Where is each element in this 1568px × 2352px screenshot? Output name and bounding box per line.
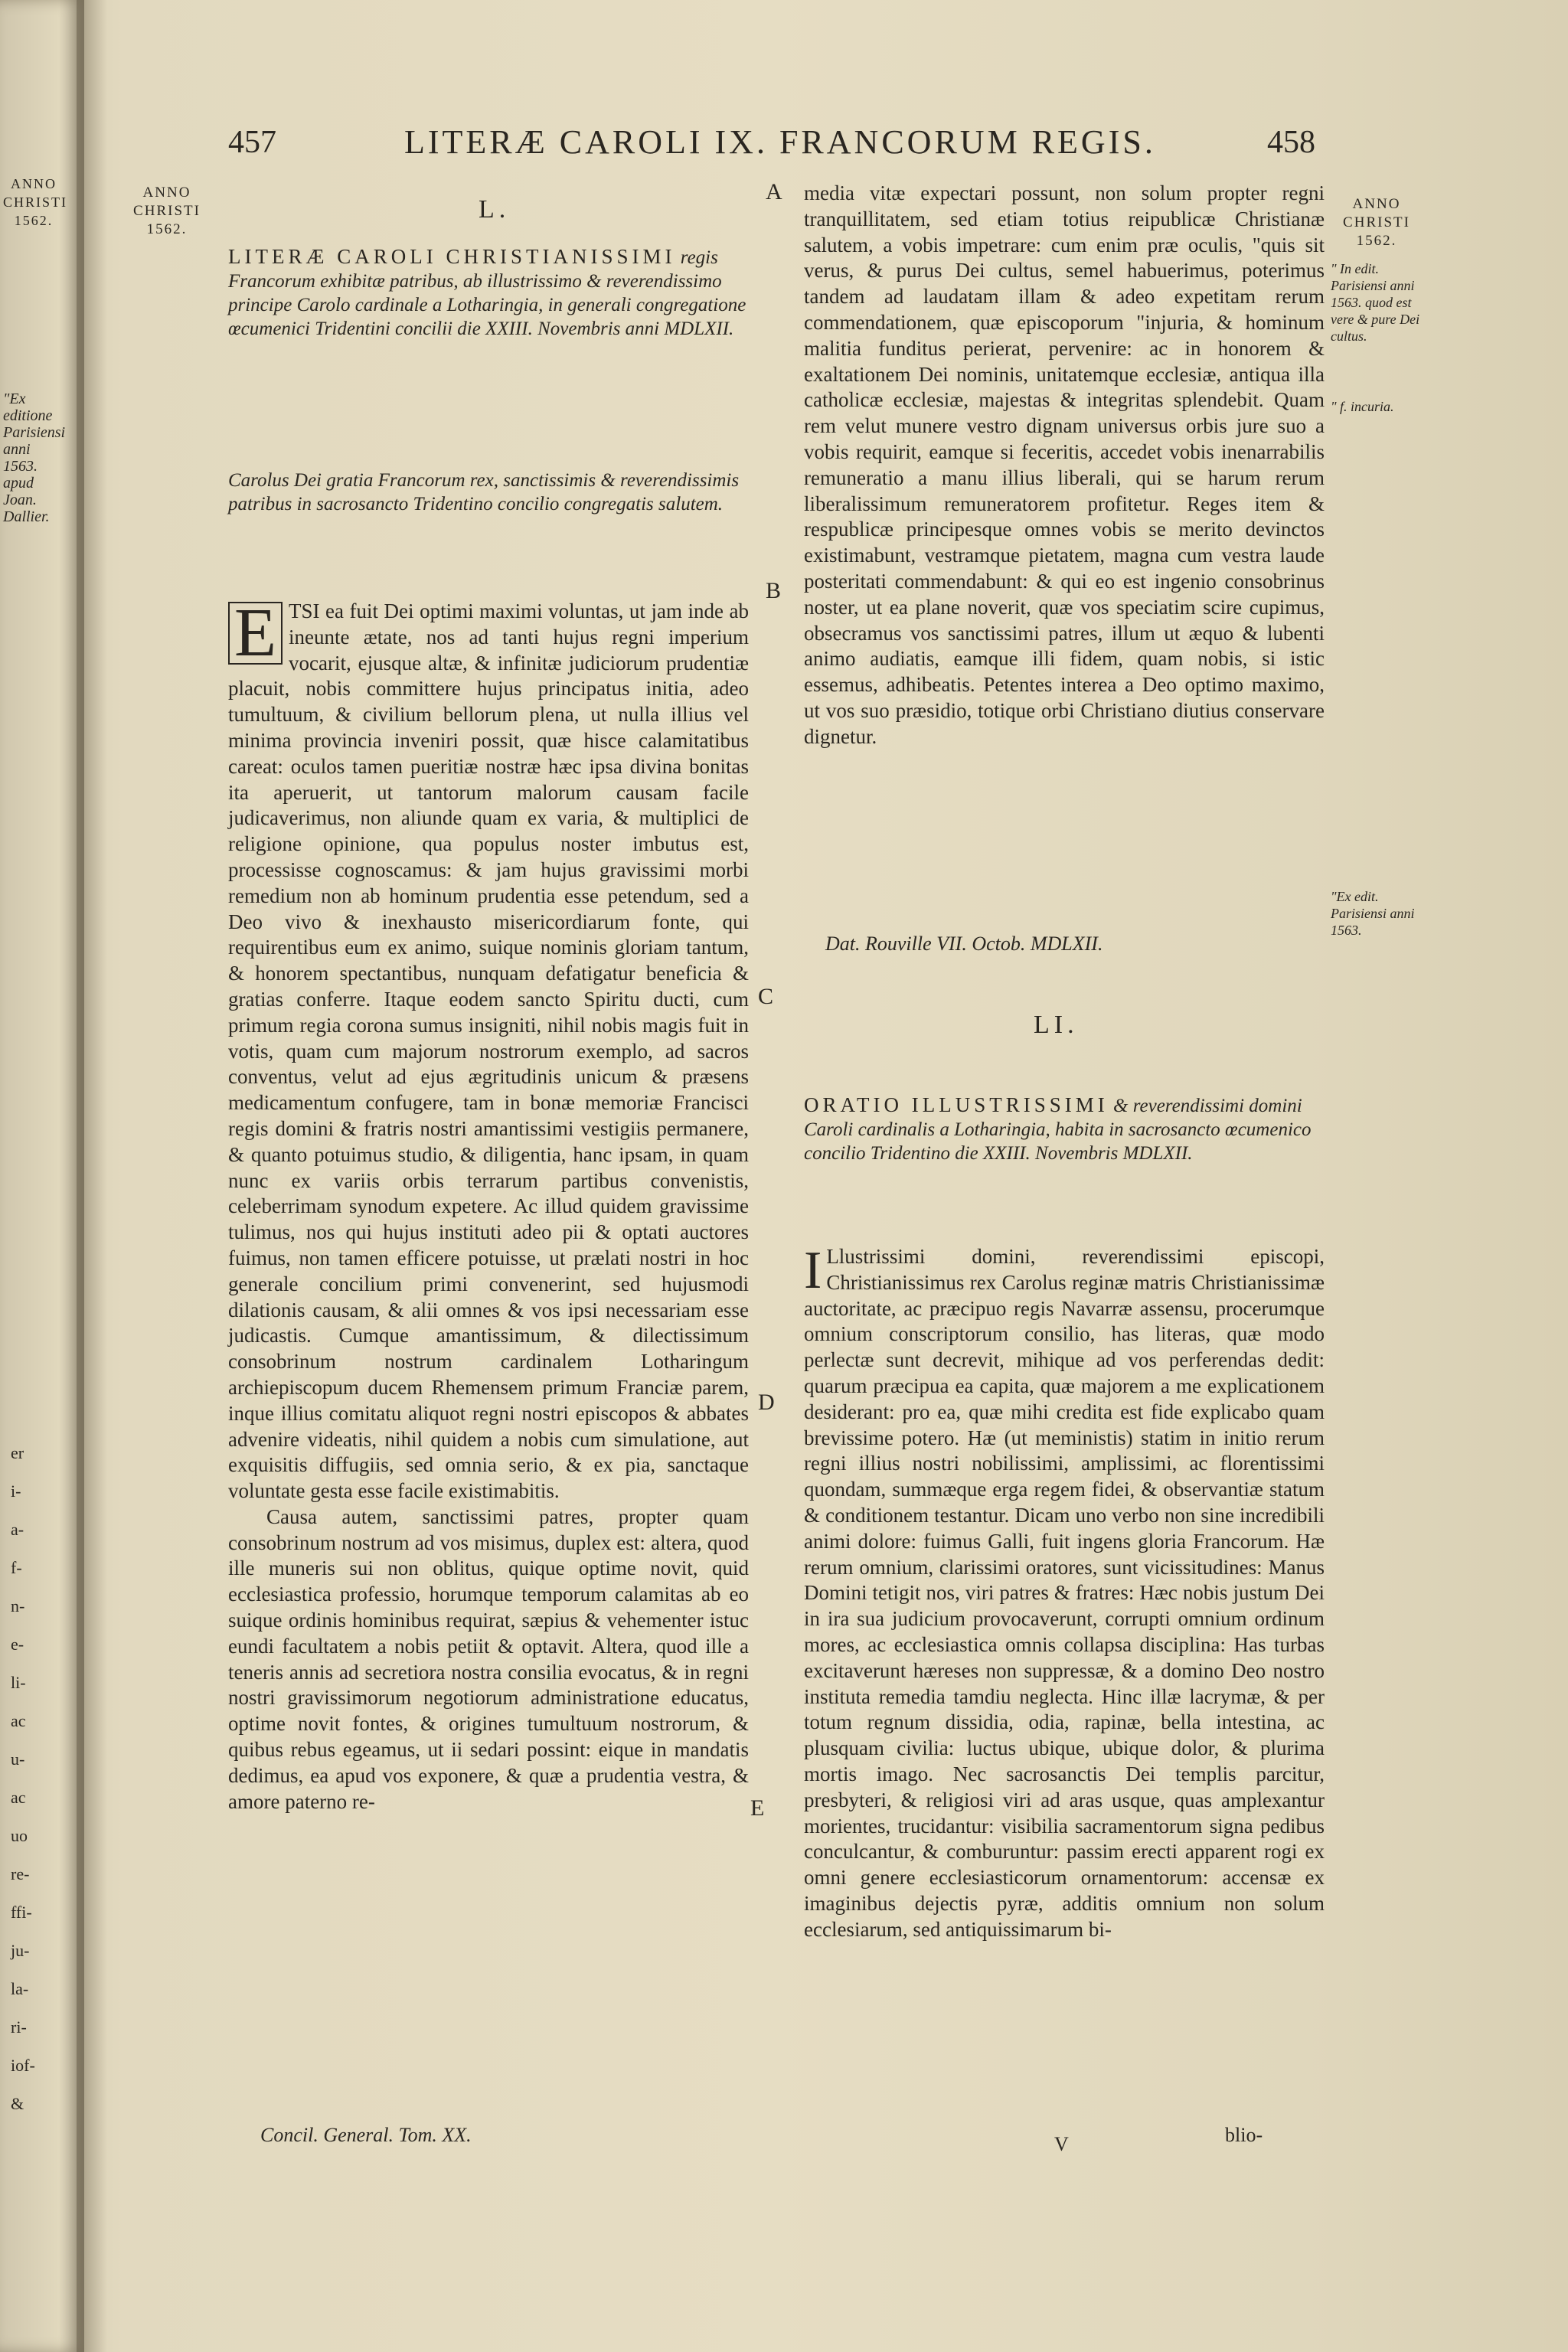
facing-page-fragment: re- <box>11 1864 30 1883</box>
section-li-title <box>804 1093 1325 1165</box>
facing-page-fragment: iof- <box>11 2056 35 2075</box>
facing-page-fragment: ac <box>11 1711 26 1730</box>
gutter-shadow <box>77 0 107 2352</box>
footer-signature-line: Concil. General. Tom. XX. <box>260 2124 472 2146</box>
letter-paragraph-1 <box>228 595 749 1504</box>
facing-page-fragment: & <box>11 2094 24 2113</box>
left-page-number: 457 <box>228 125 276 160</box>
column-marker-c: C <box>758 984 774 1009</box>
facing-page-fragment: ri- <box>11 2017 27 2037</box>
column-marker-b: B <box>766 578 782 603</box>
facing-page-fragment: ju- <box>11 1941 30 1960</box>
oration-paragraph <box>804 1241 1325 1943</box>
section-l-title-lead: LITERÆ CAROLI CHRISTIANISSIMI <box>228 245 676 268</box>
facing-page-fragment: li- <box>11 1673 26 1692</box>
right-page-number: 458 <box>1267 125 1315 160</box>
facing-page-anno: ANNO CHRISTI 1562. <box>3 176 68 228</box>
section-number-li: LI. <box>1034 1011 1079 1039</box>
catchword: blio- <box>1225 2124 1263 2146</box>
letter-paragraph-2 <box>228 1504 749 1815</box>
facing-page-fragment: e- <box>11 1635 24 1654</box>
facing-page-fragment: u- <box>11 1749 25 1769</box>
dropcap-e: E <box>228 602 283 665</box>
oration-text <box>804 1241 1325 1943</box>
section-l-title <box>228 245 749 341</box>
column-marker-d: D <box>758 1390 775 1415</box>
right-margin-anno: ANNO CHRISTI 1562. <box>1343 196 1410 249</box>
left-margin-anno: ANNO CHRISTI 1562. <box>133 185 201 237</box>
facing-page-fragment: n- <box>11 1596 25 1615</box>
dropcap-i: I <box>804 1241 822 1300</box>
facing-page-fragment: i- <box>11 1481 21 1501</box>
section-l-salutation: Carolus Dei gratia Francorum rex, sanctissimis & reverendissimis patribus in sacrosancto Tridentino concilio congregatis salutem. <box>228 470 740 514</box>
facing-page-fragment: ffi- <box>11 1903 32 1922</box>
running-title: LITERÆ CAROLI IX. FRANCORUM REGIS. <box>404 123 1156 161</box>
right-margin-note-2: " f. incuria. <box>1331 399 1394 414</box>
letter-body-1: TSI ea fuit Dei optimi maximi voluntas, ut jam inde ab ineunte ætate, nos ad tanti hujus regni imperium vocarit, ejusque altæ, & infinitæ judiciorum prudentiæ placuit, nobis committere hujus principatus initia, adeo tumultuum, & civilium bellorum plena, ut nulla illius vel minima provincia inveniri possit, quæ hisce calamitatibus careat: oculos tamen pueritiæ nostræ hæc ipsa divina bonitas ita aperuerit, ut tantorum malorum causam facile judicaverimus, non aliunde quam ex varia, & multiplici de religione opinione, qua populus noster imbutus est, processisse cognoscamus: & jam hujus gravissimi morbi remedium non ab hominum prudentia esse petendum, sed a Deo vivo & inexhausto misericordiarum fonte, qui requirentibus eum ex animo, suique nominis gloriam tantum, & honorem spectantibus, nunquam defatigatur beneficia & gratias conferre. Itaque eodem sancto Spiritu ducti, cum primum regia corona sumus insigniti, nihil nobis magis fuit in votis, quam cum majorum nostrorum exemplo, ad sacros conventus, velut ad ejus ægritudinis unicum & præsens medicamentum confugere, tam in bonæ memoriæ Francisci regis domini & fratris nostri amantissimi vestigiis permanere, & quanto potuimus studio, & diligentia, hanc ipsam, in quam nunc ex variis orbis terrarum partibus convenistis, celeberrimam synodum expetere. Ac illud quidem gravissime tulimus, nos qui hujus instituti adeo pii & optati auctores fuimus, non tamen efficere potuisse, ut prælati nostri in hoc generale concilium primi convenerint, sed hujusmodi dilationis causam, & alii omnes & vos ipsi necessariam esse judicastis. Cumque amantissimum, & dilectissimum consobrinum nostrum cardinalem Lotharingum archiepiscopum ducem Rhemensem primum Franciæ parem, inque illius comitatu aliquot regni nostri episcopos & abbates advenire videatis, nihil quidem a nobis cum simulatione, aut exquisitis diffugiis, sed omnia serio, & ex pia, sanctaque voluntate gesta esse facile existimabitis. <box>228 599 749 1503</box>
facing-page-fragment: f- <box>11 1558 22 1577</box>
facing-page-fragment: uo <box>11 1826 28 1845</box>
facing-page-edge <box>0 0 84 2352</box>
column-marker-e: E <box>750 1795 765 1821</box>
section-l-title-rest: regis Francorum exhibitæ patribus, ab illustrissimo & reverendissimo principe Carolo cardinale a Lotharingia, in generali congregatione œcumenici Tridentini concilii die XXIII. Novembris anni MDLXII. <box>228 247 746 339</box>
facing-page-fragment: la- <box>11 1979 29 1998</box>
right-column-letter-end <box>804 181 1325 750</box>
section-li-title-rest: & reverendissimi domini Caroli cardinalis a Lotharingia, habita in sacrosancto œcumenico concilio Tridentino die XXIII. Novembris MDLXII. <box>804 1096 1312 1164</box>
right-margin-note-1: " In edit. Parisiensi anni 1563. quod est vere & pure Dei cultus. <box>1331 261 1420 344</box>
column-marker-a: A <box>766 179 782 204</box>
section-li-title-lead: ORATIO ILLUSTRISSIMI <box>804 1093 1109 1116</box>
section-number-l: L. <box>479 195 511 224</box>
left-column-text <box>228 595 749 1815</box>
oration-body: Llustrissimi domini, reverendissimi episcopi, Christianissimus rex Carolus reginæ matris Christianissimæ auctoritate, ac præcipuo regis Navarræ assensu, procerumque omnium conscriptorum consilio, has literas, quæ modo perlectæ sunt decrevit, mihique ad vos perferendas dedit: quarum præcipua ea capita, quæ majorem a me explicationem desiderant: pro ea, quæ mihi credita est fide explicabo quam brevissime potero. Hæ (ut meministis) statim in initio rerum regni illius nostri nobilissimi, amplissimi, ac florentissimi quondam, summæque erga regem fidei, & observantiæ statum & conditionem testantur. Dicam uno verbo non sine incredibili animi dolore: fuimus Galli, fuit ingens gloria Francorum. Hæ rerum omnium, clarissimi oratores, sunt vicissitudines: Manus Domini tetigit nos, viri patres & fratres: Hæc nobis justum Dei in ira sua judicium provocaverunt, corrupti omnium ordinum mores, ac ecclesiastica omnis collapsa disciplina: Has turbas excitaverunt hæreses non suppressæ, & a domino Deo nostro instituta remedia tamdiu neglecta. Hinc illæ lacrymæ, & per totum regnum dissidia, odia, rapinæ, bella intestina, ac plusquam civilia: luctus ubique, ubique dolor, & plurima mortis imago. Nec sacrosanctis Dei templis parcitur, presbyteri, & religiosi viri ad aras usque, quas amplexantur morientes, trucidantur: visibilia sacramentorum signa pedibus conculcantur, & comburuntur: passim erecti apparent rogi ex omni genere ecclesiasticorum ornamentorum: accensæ ex imaginibus dejectis pyræ, additis omnium non solum ecclesiarum, sed antiquissimarum bi- <box>804 1245 1325 1941</box>
facing-page-note: "Ex editione Parisiensi anni 1563. apud Joan. Dallier. <box>3 390 66 525</box>
facing-page-fragment: a- <box>11 1520 24 1539</box>
signature-mark: V <box>1054 2133 1069 2155</box>
facing-page-fragment: er <box>11 1443 24 1462</box>
letter-continuation: media vitæ expectari possunt, non solum propter regni tranquillitatem, sed etiam totius reipublicæ Christianæ salutem, a vobis impetrare: cum enim præ oculis, "quis sit verus, & purus Dei cultus, semel habuerimus, poterimus tandem ad laudatam illam & adeo expetitam rerum commendationem, quæ episcoporum "injuria, & hominum malitia funditus perierat, pervenire: ac in honorem & exaltationem Dei nominis, unitatemque ecclesiæ, antiqua illa catholicæ ecclesiæ, majestas & integritas splendebit. Quam rem velut munere vestro dignam universus orbis jure suo a vobis requirit, eamque si feceritis, accedet vobis inenarrabilis remuneratio a manu illius liberali, qui se harum rerum liberalissimum remuneratorem profitetur. Reges item & respublicæ principesque omnes vobis se merito devinctos existimabunt, vestramque pietatem, magna cum vestra laude posteritati commendabunt: & qui eo est ingenio consobrinus noster, ut ea plane noverit, quæ vos speciatim scire cupimus, obsecramus vos sanctissimi patres, illum ut æquo & lubenti animo audiatis, eamque illi fidem, quam nobis, si istic essemus, adhibeatis. Petentes interea a Deo optimo maximo, ut vos suo præsidio, totique orbi Christiano diutius conservare dignetur. <box>804 181 1325 748</box>
letter-date: Dat. Rouville VII. Octob. MDLXII. <box>825 933 1103 955</box>
right-margin-note-3: "Ex edit. Parisiensi anni 1563. <box>1331 889 1415 938</box>
letter-body-2: Causa autem, sanctissimi patres, propter quam consobrinum nostrum ad vos misimus, duplex est: altera, quod ille muneris sui non oblitus, quique optime novit, quid ecclesiastica professio, horumque temporum calamitas ab eo suique ordinis hominibus requirat, sæpius & vehementer istuc eundi facultatem a nobis petiit & optavit. Altera, quod ille a teneris annis ad secretiora nostra consilia evocatus, & in regni nostri gravissimorum negotiorum administratione educatus, optime novit fontes, & origines tumultuum nostrorum, & quibus rebus egeamus, ut ii sedari possint: eique in mandatis dedimus, ea apud vos exponere, & quæ a prudentia vestra, & amore paterno re- <box>228 1504 749 1813</box>
facing-page-fragment: ac <box>11 1788 26 1807</box>
